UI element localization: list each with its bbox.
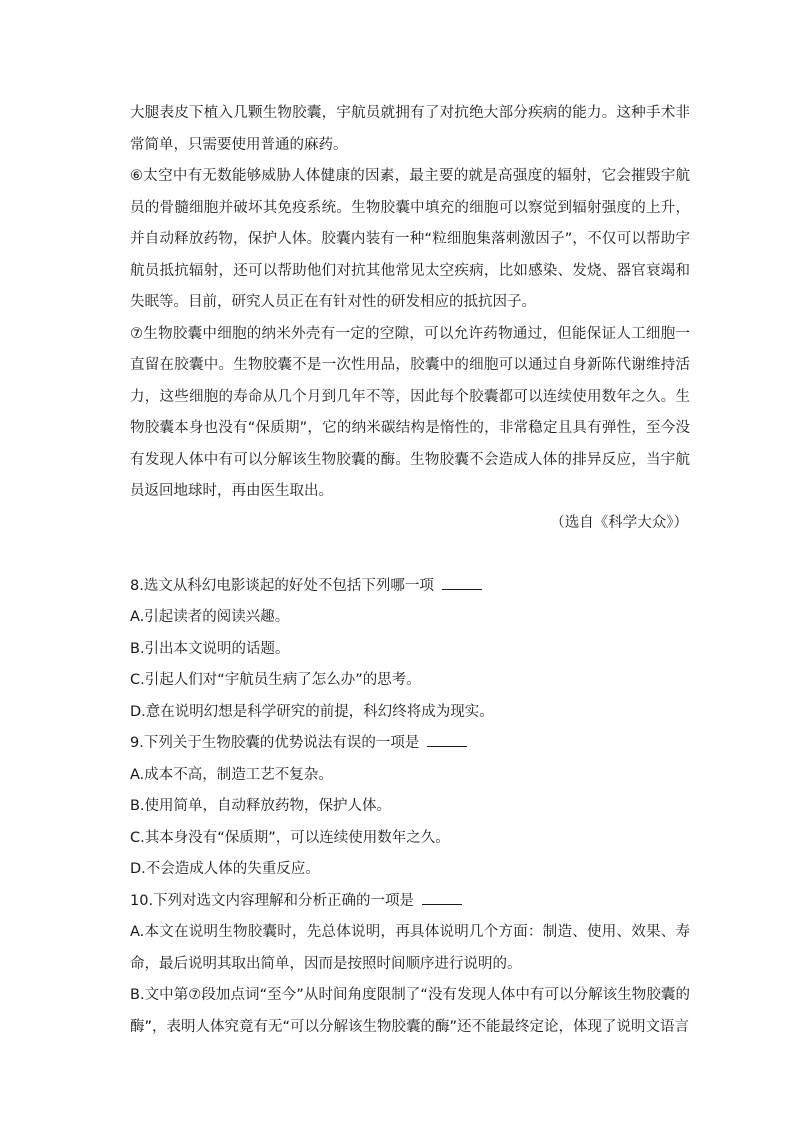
question-stem bbox=[130, 886, 690, 918]
option-a: A.引起读者的阅读兴趣。 bbox=[130, 609, 290, 625]
option-a: A.本文在说明生物胶囊时，先总体说明，再具体说明几个方面：制造、使用、效果、寿命，最后说明其取出简单，因而是按照时间顺序进行说明的。 bbox=[130, 924, 690, 972]
passage-source: （选自《科学大众》） bbox=[550, 514, 688, 531]
passage-paragraph-6: ⑥太空中有无数能够威胁人体健康的因素，最主要的就是高强度的辐射，它会摧毁宇航员的骨髓细胞并破坏其免疫系统。生物胶囊中填充的细胞可以察觉到辐射强度的上升，并自动释放药物，保护人体。胶囊内装有一种“粒细胞集落刺激因子”，不仅可以帮助宇航员抵抗辐射，还可以帮助他们对抗其他常见太空疾病，比如感染、发烧、器官衰竭和失眠等。目前，研究人员正在有针对性的研发相应的抵抗因子。 bbox=[130, 168, 690, 310]
option-b: B.使用简单，自动释放药物，保护人体。 bbox=[130, 798, 392, 814]
question-stem-text: 10.下列对选文内容理解和分析正确的一项是 bbox=[130, 892, 415, 909]
question-stem bbox=[130, 728, 690, 760]
question-stem bbox=[130, 571, 690, 603]
answer-blank bbox=[422, 890, 462, 905]
option-a: A.成本不高，制造工艺不复杂。 bbox=[130, 766, 333, 783]
question-stem-text: 8.选文从科幻电影谈起的好处不包括下列哪一项 bbox=[130, 577, 434, 594]
option-d: D.不会造成人体的失重反应。 bbox=[130, 861, 320, 877]
passage-paragraph-7: ⑦生物胶囊中细胞的纳米外壳有一定的空隙，可以允许药物通过，但能保证人工细胞一直留在胶囊中。生物胶囊不是一次性用品，胶囊中的细胞可以通过自身新陈代谢维持活力，这些细胞的寿命从几个月到几年不等，因此每个胶囊都可以连续使用数年之久。生物胶囊本身也没有“保质期”，它的纳米碳结构是惰性的，非常稳定且具有弹性，至今没有发现人体中有可以分解该生物胶囊的酶。生物胶囊不会造成人体的排异反应，当宇航员返回地球时，再由医生取出。 bbox=[130, 325, 690, 499]
answer-blank bbox=[442, 575, 482, 590]
section-spacer bbox=[130, 539, 690, 571]
answer-blank bbox=[427, 732, 467, 747]
option-c: C.其本身没有“保质期”，可以连续使用数年之久。 bbox=[130, 829, 450, 846]
passage-paragraph-5-continued: 大腿表皮下植入几颗生物胶囊，宇航员就拥有了对抗绝大部分疾病的能力。这种手术非常简单，只需要使用普通的麻药。 bbox=[130, 105, 690, 153]
option-c: C.引起人们对“宇航员生病了怎么办”的思考。 bbox=[130, 672, 421, 688]
question-stem-text: 9.下列关于生物胶囊的优势说法有误的一项是 bbox=[130, 735, 420, 751]
document-content bbox=[130, 98, 690, 1043]
question-9 bbox=[130, 728, 690, 886]
question-8 bbox=[130, 571, 690, 729]
option-b: B.引出本文说明的话题。 bbox=[130, 640, 290, 657]
option-d: D.意在说明幻想是科学研究的前提，科幻终将成为现实。 bbox=[130, 703, 494, 720]
question-10 bbox=[130, 886, 690, 1044]
option-b: B.文中第⑦段加点词“至今”从时间角度限制了“没有发现人体中有可以分解该生物胶囊的酶”，表明人体究竟有无“可以分解该生物胶囊的酶”还不能最终定论，体现了说明文语言 bbox=[130, 987, 690, 1035]
